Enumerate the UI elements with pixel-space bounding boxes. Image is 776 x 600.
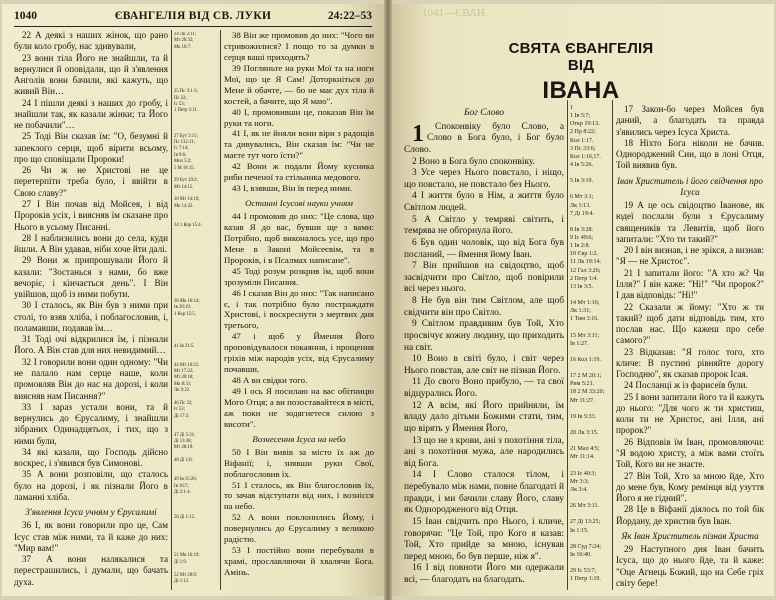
- cross-reference: [570, 421, 610, 429]
- book-title-line1: СВЯТА ЄВАНГЕЛІЯ ВІД: [508, 40, 654, 74]
- cross-reference: 50 Ді 1:12.: [174, 515, 196, 521]
- section-heading: Бог Слово: [463, 108, 505, 118]
- verse: 6 Був один чоловік, що від Бога був посланий, — ймення йому Іван.: [404, 237, 564, 260]
- verse: 41 І, як не йняли вони віри з радощів та дивувались, Він сказав їм: "Чи не маєте тут чого їсти?": [224, 128, 374, 161]
- verse: 32 І говорили вони один одному: "Чи не палало нам серце наше, коли промовляв Він до нас на дорозі, і коли виясняв нам Писання?": [14, 356, 168, 401]
- cross-reference: [570, 364, 610, 372]
- cross-reference: Ді 17:3.: [174, 413, 190, 419]
- verse: 23 Відказав: "Я голос того, хто кличе: В пустині рівняйте дорогу Господню", як сказав пророк Ісая.: [616, 346, 764, 380]
- cross-reference: 34 1 Кор 15:4.: [174, 222, 202, 228]
- verse: 51 І сталось, як Він благословив їх, то зачав відступати від них, і вознісся на небо.: [224, 479, 374, 512]
- cross-reference: [570, 510, 610, 518]
- left-column-1: [14, 30, 168, 588]
- cross-reference: 16 Кол 1:19.: [570, 356, 601, 363]
- verse: 39 Погляньте на руки Мої та на ноги Мої, що це Я Сам! Доторкніться до Мене й обачте, — бо не має дух тіла й костей, а бачите, що Я маю".: [224, 62, 374, 106]
- cross-reference: Лк 3:4.: [570, 486, 588, 493]
- verse: 29 Наступного дня Іван бачить Ісуса, що до нього йде, та й каже: "Оце Агнець Божий, що на Себе гріх світу бере!: [616, 544, 764, 588]
- verse: 40 І, промовивши це, показав Він їм руки та ноги.: [224, 106, 374, 128]
- cross-reference: [570, 462, 610, 470]
- cross-reference: 29 Іс 53:7;: [570, 568, 597, 575]
- verse: 50 І Він вивів за місто їх аж до Віфанії; і, знявши руки Свої, поблагословив їх.: [224, 446, 374, 479]
- cross-reference: 8 Ів 3:28.: [570, 226, 594, 233]
- chapter-drop-number: 1: [412, 120, 424, 147]
- cross-reference: 49 Ів 15:26;: [174, 477, 197, 483]
- verse: 7 Він прийшов на свідоцтво, щоб засвідчити про Світло, щоб повірили всі через нього.: [404, 261, 564, 295]
- cross-reference: Кол 1:16,17.: [570, 153, 601, 160]
- verse: 48 А ви свідки того.: [232, 375, 308, 386]
- cross-reference: 36 Мк 16:14;: [174, 299, 200, 305]
- verse: 42 Вони ж подали Йому кусника риби печеної та стільника медового.: [224, 161, 374, 183]
- verse: 45 Тоді розум розкрив їм, щоб вони зрозуміли Писання.: [224, 265, 374, 287]
- cross-reference: Мт 17:22;: [174, 369, 194, 375]
- show-through-text: 1041—ЄВАН: [422, 7, 485, 19]
- cross-references-left: [174, 32, 218, 585]
- column-divider: [220, 30, 221, 590]
- verse: 12 А всім, які Його прийняли, їм владу дало дітьми Божими стати, тим, що вірять у Ймення Його,: [404, 400, 564, 434]
- cross-reference: 1 Тим 3:16.: [570, 316, 599, 323]
- cross-reference: 28 Суд 7:24;: [570, 543, 601, 550]
- cross-reference: 3 Пс 33:6;: [570, 145, 596, 152]
- cross-reference: 41 Ів 21:5.: [174, 343, 195, 349]
- column-divider: [612, 100, 613, 590]
- cross-reference: 27 Бут 3:15;: [174, 133, 198, 139]
- verse: 2 Воно в Бога було споконвіку.: [412, 156, 536, 167]
- cross-reference: Мк 14:22.: [174, 203, 194, 209]
- verse: 22 А деякі з наших жінок, що рано були коло гробу, нас здивували,: [14, 30, 168, 52]
- cross-reference: [570, 291, 610, 299]
- cross-reference: Ді 2:1-4.: [174, 489, 191, 495]
- cross-reference: 13 Ів 3:5.: [570, 283, 594, 290]
- book-spine-gutter: [384, 0, 392, 600]
- verse: 28 Це в Віфанії діялось по той бік Йордану, де христив був Іван.: [616, 504, 764, 526]
- cross-reference: [570, 323, 610, 331]
- cross-reference: 1 Петр 1:19.: [570, 576, 601, 583]
- verse: 26 Чи ж не Христові не це перетерпіти треба було, і ввійти в Свою славу?": [14, 165, 168, 198]
- verse: 52 А вони поклонились Йому, і повернулись до Єрусалиму з великою радістю.: [224, 512, 374, 545]
- verse: 23 вони тіла Його не знайшли, та й вернулися й оповідали, що й з'явлення Анголів вони бачили, які кажуть, що живий Він…: [14, 52, 168, 97]
- verse: 25 І вони запитали його та й кажуть до нього: "Для чого ж ти христиш, коли ти не Христос, ані Ілля, ані пророк?": [616, 391, 764, 436]
- verse: 9 Світлом правдивим був Той, Хто просвічує кожну людину, що приходить на світ.: [404, 319, 564, 353]
- cross-reference: Ді 1:12.: [174, 578, 190, 584]
- verse: 17 Закон-бо через Мойсея був даний, а благодать та правда з'явились через Ісуса Христа.: [616, 104, 764, 137]
- verse: 14 І Слово сталося тілом, і перебувало між нами, повне благодаті й правди, і ми бачили славу Його, славу як Однородженого від Отця.: [404, 470, 564, 516]
- cross-reference: 6 Мт 3:1;: [570, 194, 594, 201]
- verse: 27 Він Той, Хто за мною йде, Хто до мене був, Кому ремінця від узуття Його я не гідний".: [616, 470, 764, 504]
- cross-reference: [570, 348, 610, 356]
- verse: 27 І Він почав від Мойсея, і від Пророків усіх, і виясняв їм сказане про Нього в усьому Писанні.: [14, 198, 168, 232]
- cross-reference: 7 Ді 19:4.: [570, 210, 594, 217]
- left-column-2: [224, 30, 374, 578]
- cross-reference: 24 Лк 2:11;: [174, 32, 197, 37]
- verse: 36 І, як вони говорили про це, Сам Ісус став між ними, та й каже до них: "Мир вам!": [14, 520, 168, 553]
- cross-reference: [570, 218, 610, 226]
- book-title-line2: ІВАНА: [542, 77, 620, 104]
- verse: 10 Воно в світі було, і світ через Нього повстав, але світ не пізнав Його.: [404, 354, 564, 376]
- page-number: 1040: [14, 10, 37, 22]
- verse: 26 Відповів їм Іван, промовляючи: "Я водою христу, а між вами стоїть Той, Кого ви не знаєте.: [616, 436, 764, 470]
- cross-reference: Іс 53;: [174, 101, 185, 107]
- cross-reference: Мих 5:2;: [174, 159, 192, 165]
- left-page: [2, 4, 384, 596]
- cross-reference: Откр 19:13.: [570, 121, 600, 128]
- cross-reference: Мк 8:31;: [174, 381, 192, 387]
- verse: 24 І пішли деякі з наших до гробу, і знайшли так, як казали жінки; та Його не побачили"…: [14, 97, 168, 131]
- cross-reference: Мт 11:14.: [570, 454, 595, 461]
- cross-reference: 17 2 М 20:1;: [570, 373, 602, 380]
- cross-reference: [570, 169, 610, 177]
- cross-reference: Кол 1:17.: [570, 137, 594, 144]
- cross-reference: Рим 5:21.: [570, 381, 595, 388]
- verse: 4 І життя було в Нім, а життя було Світлом людей.: [404, 191, 564, 213]
- cross-reference: Ів 10:40.: [570, 551, 592, 558]
- cross-reference: 23 Іс 40:3;: [570, 470, 597, 477]
- left-page-header: [14, 10, 372, 27]
- cross-reference: 2 Пр 8:22;: [570, 129, 596, 136]
- verse: 18 Ніхто Бога ніколи не бачив. Однороджений Син, що в лоні Отця, Той виявив був.: [616, 137, 764, 171]
- verse: 22 Сказали ж йому: "Хто ж ти такий? щоб дати відповідь тим, хто послав нас. Що кажеш про себе самого?": [616, 301, 764, 346]
- cross-reference: 2 Петр 1:4.: [570, 275, 598, 282]
- verse: 47 і щоб у Ймення Його проповідувалося покаяння, і прощення гріхів між народів усіх, від Єрусалиму почавши.: [224, 331, 374, 375]
- cross-reference: 1 Петр 1:11.: [174, 108, 199, 114]
- verse: 35 А вони розповіли, що сталось було на дорозі, і як пізнали Його в ламанні хліба.: [14, 469, 168, 502]
- verse: 13 що не з крови, ані з похотіння тіла, ані з похотіння мужа, але народились від Бога.: [404, 435, 564, 469]
- cross-reference: Пс 132:11;: [174, 140, 195, 146]
- section-heading: Останні Ісусові науки учням: [245, 198, 353, 209]
- column-divider: [171, 30, 172, 590]
- cross-reference: [570, 535, 610, 543]
- verse: 37 А вони налякалися та перестрашились, і думали, що бачать духа.: [14, 554, 168, 587]
- cross-reference: 10 Євр 1:2.: [570, 251, 599, 258]
- cross-reference: 27 Ді 13:25;: [570, 519, 601, 526]
- cross-reference: 19 Ів 5:33.: [570, 413, 597, 420]
- verse: 15 Іван свідчить про Нього, і кличе, говорячи: "Це Той, про Кого я казав: Той, Хто прийде за мною, існував перед мною, бо був перше, ніж я".: [404, 516, 564, 562]
- right-page: [392, 4, 774, 596]
- cross-reference: 21 Мал 4:5;: [570, 446, 600, 453]
- cross-reference: 14 Мт 1:16;: [570, 300, 600, 306]
- cross-reference: 18 2 М 33:20;: [570, 389, 605, 396]
- cross-reference: Ів 1:15.: [570, 527, 589, 534]
- cross-reference: [570, 437, 610, 445]
- cross-reference: Мт 14:15.: [174, 184, 194, 190]
- cross-reference: 4 Ів 5:26.: [570, 161, 594, 168]
- cross-reference: Ів 1:27.: [570, 340, 589, 347]
- cross-reference: [570, 559, 610, 567]
- cross-reference: 26 Мт 3:11.: [570, 503, 599, 510]
- cross-references-right: [570, 104, 610, 583]
- cross-reference: Пс 22;: [174, 95, 187, 101]
- cross-reference: 46 Пс 22;: [174, 400, 193, 406]
- running-title: ЄВАНГЕЛІЯ ВІД СВ. ЛУКИ: [114, 10, 272, 22]
- section-heading: Іван Христитель і його свідчення про Ісуса: [617, 175, 763, 197]
- cross-reference: 30 Мт 14:19;: [174, 197, 200, 203]
- section-heading: Як Іван Христитель пізнав Христа: [621, 530, 759, 541]
- verse: 53 І постійно вони перебували в храмі, прославляючи й хвалячи Бога. Амінь.: [224, 545, 374, 577]
- verse: 24 Посланці ж із фарисеїв були.: [624, 380, 748, 391]
- cross-reference: Мт 26:32;: [174, 38, 194, 44]
- cross-reference: Ів 9:6;: [174, 152, 187, 158]
- verse: 31 Тоді очі відкрилися їм, і пізнали Його. А Він став для них невидимий…: [14, 334, 168, 356]
- right-column-2: [616, 104, 764, 589]
- cross-reference: 20 Лк 3:15.: [570, 430, 599, 436]
- verse: 11 До свого Воно прибуло, — та свої відцурались Його.: [404, 377, 564, 399]
- verse: 33 І зараз устали вони, та й вернулись до Єрусалиму, і знайшли зібраних Одинадцятьох, і тих, що з ними були,: [14, 401, 168, 446]
- cross-reference: Іс 7:14;: [174, 146, 189, 152]
- verse: 30 І сталось, як Він був з ними при столі, то взяв хліба, і поблагословив, і, поламавши, подавав їм…: [14, 300, 168, 333]
- cross-reference: Мк 16:7.: [174, 44, 192, 50]
- verse: 19 А це ось свідоцтво Іванове, як юдеї послали були з Єрусалиму священиків та Левитів, щоб його запитали: "Хто ти такий?": [616, 200, 764, 244]
- cross-reference: 12 Гал 3:26;: [570, 267, 601, 274]
- verse: [404, 122, 564, 157]
- cross-reference: 9 Іс 49:6;: [570, 235, 594, 241]
- right-column-1: [404, 104, 564, 587]
- cross-reference: 1 Ів 2:8.: [570, 243, 591, 250]
- book-title: [500, 40, 662, 105]
- verse: 25 Тоді Він сказав їм: "О, безумні й запеклого серця, щоб вірити всьому, про що сповіщали Пророки!: [14, 131, 168, 164]
- verse: 44 І промовив до них: "Це слова, що казав Я до вас, бувши ще з вами: Потрібно, щоб виконалось усе, що про Мене в Законі Мойсеєвім, та в Пророків, і в Псалмах написане".: [224, 211, 374, 265]
- cross-reference: [570, 405, 610, 413]
- verse: 16 І від повноти Його ми одержали всі, — благодать на благодать.: [404, 563, 564, 585]
- verse: 21 І запитали його: "А хто ж? Чи Ілля?" І він каже: "Ні!" "Чи пророк?" І дав відповідь: "Ні!": [616, 267, 764, 301]
- verse: 46 І сказав Він до них: "Так написано є, і так потрібно було постраждати Христові, і воскреснути з мертвих дня третього,: [224, 287, 374, 331]
- column-divider: [567, 100, 568, 590]
- cross-reference: 29 Бут 19:2;: [174, 178, 198, 184]
- cross-reference: 52 Мт 28:9;: [174, 572, 198, 578]
- cross-reference: Мт 20:18;: [174, 375, 194, 381]
- chapter-reference: 24:22–53: [327, 10, 372, 22]
- cross-reference: Мт 28:19.: [174, 445, 194, 451]
- cross-reference: Мт 3:3;: [570, 478, 589, 485]
- cross-reference: Ів 16:7;: [174, 483, 189, 489]
- cross-reference: 5 М 18:15.: [174, 165, 195, 171]
- verse-text: Споконвіку було Слово, а Слово в Бога було, і Бог було Слово.: [404, 121, 564, 155]
- cross-reference: 25 Пс 3:1-3;: [174, 89, 198, 95]
- verse: 49 І ось Я посилаю на вас обітницю Мого Отця; а ви позоставайтеся в місті, аж поки не зодягнетеся силою з висоти".: [224, 386, 374, 429]
- cross-reference: 1 Ів 5:7;: [570, 113, 591, 120]
- cross-reference: 51 Мк 16:19;: [174, 553, 200, 559]
- cross-reference: Лк 1:13.: [570, 202, 591, 209]
- cross-reference: 15 Мт 3:11;: [570, 332, 600, 339]
- cross-reference: 11 Лк 19:14.: [570, 259, 602, 266]
- cross-reference: [570, 494, 610, 502]
- section-heading: З'явлення Ісуса учням у Єрусалимі: [25, 507, 157, 518]
- verse: 43 І, взявши, Він їв перед ними.: [232, 183, 353, 194]
- cross-reference: Лк 1:31;: [570, 308, 591, 315]
- verse: 5 А Світло у темряві світить, і темрява не обгорнула його.: [404, 214, 564, 237]
- cross-reference: 5 Ів 3:19.: [570, 178, 594, 185]
- verse: 3 Усе через Нього повстало, і ніщо, що повстало, не повстало без Нього.: [404, 168, 564, 190]
- verse: 28 І наблизились вони до села, куди йшли. А Він удавав, ніби хоче йти далі.: [14, 232, 168, 255]
- cross-reference: 1: [570, 105, 574, 111]
- cross-reference: Ді 13:38;: [174, 439, 192, 444]
- cross-reference: 48 Ді 1:8.: [174, 458, 193, 464]
- cross-reference: [570, 185, 610, 193]
- cross-reference: Ді 1:9.: [174, 559, 187, 565]
- verse: 38 Він же промовив до них: "Чого ви стривожилися? І пощо то за думки в серця ваші приходять?: [224, 30, 374, 62]
- cross-reference: 1 Кор 15:5.: [174, 311, 196, 317]
- verse: 8 Не був він тим Світлом, але щоб свідчити він про Світло.: [404, 296, 564, 318]
- cross-reference: 47 Ді 5:31;: [174, 432, 196, 438]
- cross-reference: 44 Мт 16:21;: [174, 362, 200, 368]
- verse: 20 І він визнав, і не зрікся, а визнав: "Я — не Христос".: [616, 245, 764, 267]
- cross-reference: Мт 11:27.: [570, 397, 595, 404]
- verse: 29 Вони ж припрошували Його й казали: "Зостанься з нами, бо вже вечоріє, і кінчається день". І Він увійшов, щоб із ними побути.: [14, 255, 168, 300]
- cross-reference: Ів 20:19;: [174, 305, 192, 311]
- section-heading: Вознесення Ісуса на небо: [252, 433, 346, 444]
- cross-reference: Лк 9:22.: [174, 388, 191, 394]
- verse: 34 які казали, що Господь дійсно воскрес, і з'явився був Симонові.: [14, 446, 168, 469]
- cross-reference: Іс 53;: [174, 407, 185, 413]
